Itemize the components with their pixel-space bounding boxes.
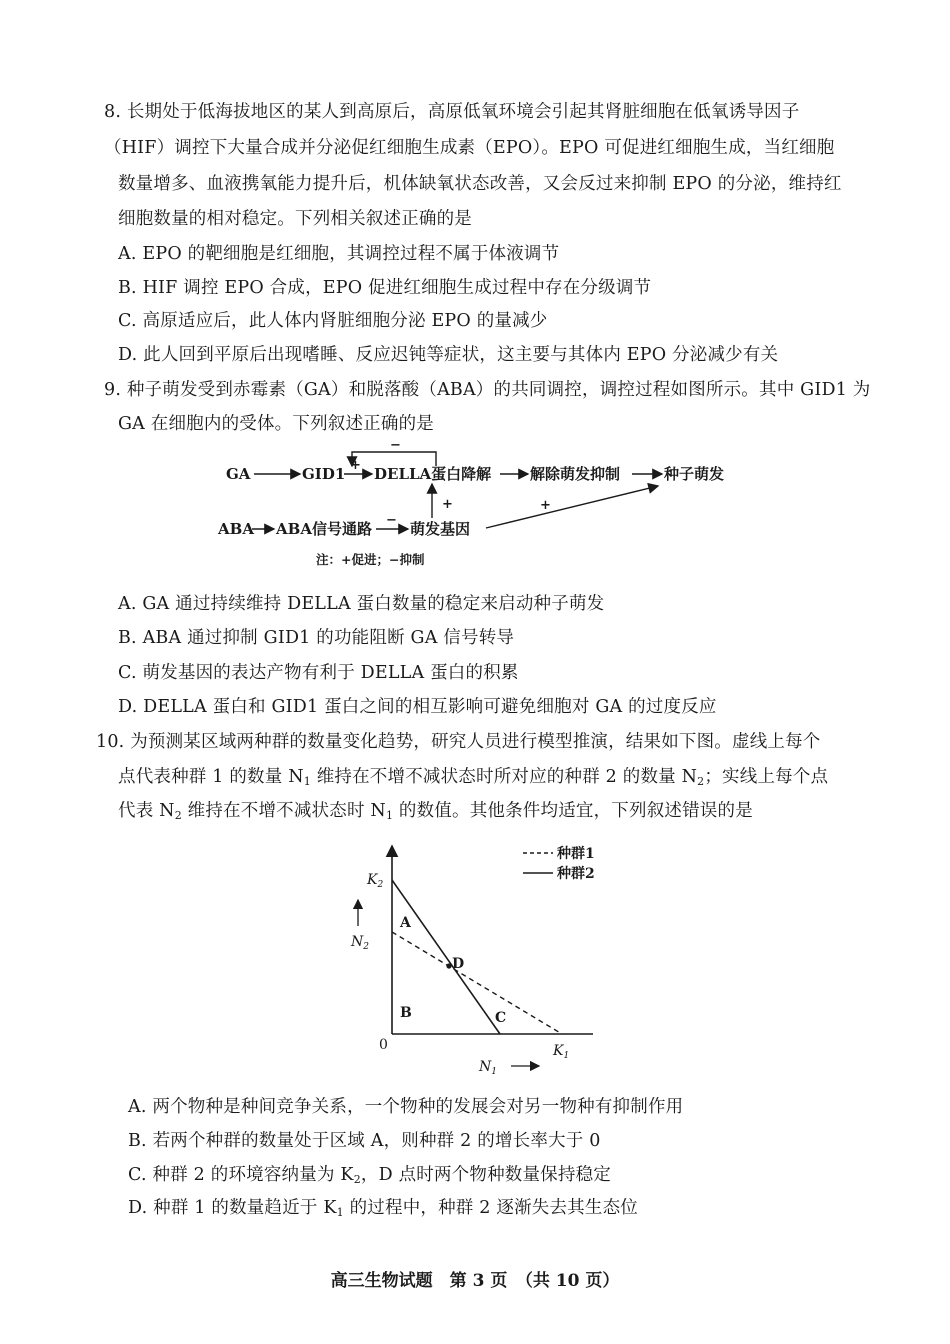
point-d-label: D bbox=[452, 956, 465, 972]
q9-stem-line-1: 9. 种子萌发受到赤霉素（GA）和脱落酸（ABA）的共同调控，调控过程如图所示。其中 GID1 为 bbox=[104, 380, 871, 400]
q9-stem-line-2: GA 在细胞内的受体。下列叙述正确的是 bbox=[118, 414, 434, 434]
population-1-isocline bbox=[392, 932, 562, 1034]
label-n2: $N_2$ bbox=[351, 934, 369, 952]
feedback-arrow-della-gid1 bbox=[352, 452, 436, 466]
q10-option-c: C. 种群 2 的环境容纳量为 $K_2$，D 点时两个物种数量保持稳定 bbox=[128, 1165, 611, 1186]
q9-option-d: D. DELLA 蛋白和 GID1 蛋白之间的相互影响可避免细胞对 GA 的过度反应 bbox=[118, 697, 717, 717]
sign-minus-path-gene: − bbox=[386, 513, 397, 528]
node-aba: ABA bbox=[218, 520, 254, 538]
region-c: C bbox=[495, 1010, 507, 1026]
q8-stem-line-3: 数量增多、血液携氧能力提升后，机体缺氧状态改善，又会反过来抑制 EPO 的分泌，维持红 bbox=[118, 174, 842, 194]
label-k1: $K_1$ bbox=[553, 1043, 570, 1061]
population-isocline-graph bbox=[335, 840, 615, 1085]
q8-stem-line-1: 8. 长期处于低海拔地区的某人到高原后，高原低氧环境会引起其肾脏细胞在低氧诱导因子 bbox=[104, 102, 800, 122]
sign-minus-feedback: − bbox=[390, 438, 401, 453]
q8-stem-line-4: 细胞数量的相对稳定。下列相关叙述正确的是 bbox=[118, 209, 472, 229]
node-gene: 萌发基因 bbox=[410, 520, 471, 538]
region-b: B bbox=[400, 1005, 412, 1021]
q10-option-a: A. 两个物种是种间竞争关系，一个物种的发展会对另一物种有抑制作用 bbox=[128, 1097, 684, 1117]
q10-stem-line-2: 点代表种群 1 的数量 $N_1$ 维持在不增不减状态时所对应的种群 2 的数量 $N_2$；实线上每个点 bbox=[118, 767, 829, 788]
region-a: A bbox=[400, 915, 411, 931]
sign-plus-gene-della: + bbox=[442, 497, 453, 512]
regulation-flow-diagram bbox=[210, 438, 750, 574]
q10-stem-line-3: 代表 $N_2$ 维持在不增不减状态时 $N_1$ 的数值。其他条件均适宜，下列叙述错误的是 bbox=[118, 801, 753, 822]
page-footer: 高三生物试题 第 3 页 （共 10 页） bbox=[330, 1271, 620, 1291]
q8-stem-line-2: （HIF）调控下大量合成并分泌促红细胞生成素（EPO）。EPO 可促进红细胞生成，当红细胞 bbox=[104, 138, 835, 158]
legend-population-1: 种群1 bbox=[557, 846, 595, 862]
sign-plus-gid1-della: + bbox=[350, 458, 361, 473]
label-origin: 0 bbox=[379, 1037, 388, 1053]
node-gid1: GID1 bbox=[302, 465, 346, 483]
node-release: 解除萌发抑制 bbox=[530, 465, 621, 483]
q8-option-c: C. 高原适应后，此人体内肾脏细胞分泌 EPO 的量减少 bbox=[118, 311, 548, 331]
node-ga: GA bbox=[226, 465, 251, 483]
node-aba-path: ABA信号通路 bbox=[276, 520, 372, 538]
q9-option-c: C. 萌发基因的表达产物有利于 DELLA 蛋白的积累 bbox=[118, 663, 519, 683]
q10-option-b: B. 若两个种群的数量处于区域 A，则种群 2 的增长率大于 0 bbox=[128, 1131, 601, 1151]
equilibrium-point-d bbox=[446, 963, 451, 968]
q9-option-b: B. ABA 通过抑制 GID1 的功能阻断 GA 信号转导 bbox=[118, 628, 515, 648]
node-germinate: 种子萌发 bbox=[664, 465, 725, 483]
arrow-gene-germinate bbox=[486, 486, 658, 528]
diagram-note: 注：+促进；−抑制 bbox=[316, 552, 425, 567]
q8-option-d: D. 此人回到平原后出现嗜睡、反应迟钝等症状，这主要与其体内 EPO 分泌减少有关 bbox=[118, 345, 779, 365]
q10-option-d: D. 种群 1 的数量趋近于 $K_1$ 的过程中，种群 2 逐渐失去其生态位 bbox=[128, 1198, 638, 1219]
q8-option-b: B. HIF 调控 EPO 合成，EPO 促进红细胞生成过程中存在分级调节 bbox=[118, 278, 652, 298]
q8-option-a: A. EPO 的靶细胞是红细胞，其调控过程不属于体液调节 bbox=[118, 244, 560, 264]
q9-option-a: A. GA 通过持续维持 DELLA 蛋白数量的稳定来启动种子萌发 bbox=[118, 594, 605, 614]
q10-stem-line-1: 10. 为预测某区域两种群的数量变化趋势，研究人员进行模型推演，结果如下图。虚线上每个 bbox=[96, 732, 821, 752]
legend-population-2: 种群2 bbox=[557, 866, 595, 882]
label-k2: $K_2$ bbox=[367, 872, 384, 890]
sign-plus-gene-germinate: + bbox=[540, 498, 551, 513]
label-n1: $N_1$ bbox=[479, 1059, 497, 1077]
node-della: DELLA蛋白降解 bbox=[374, 465, 492, 483]
